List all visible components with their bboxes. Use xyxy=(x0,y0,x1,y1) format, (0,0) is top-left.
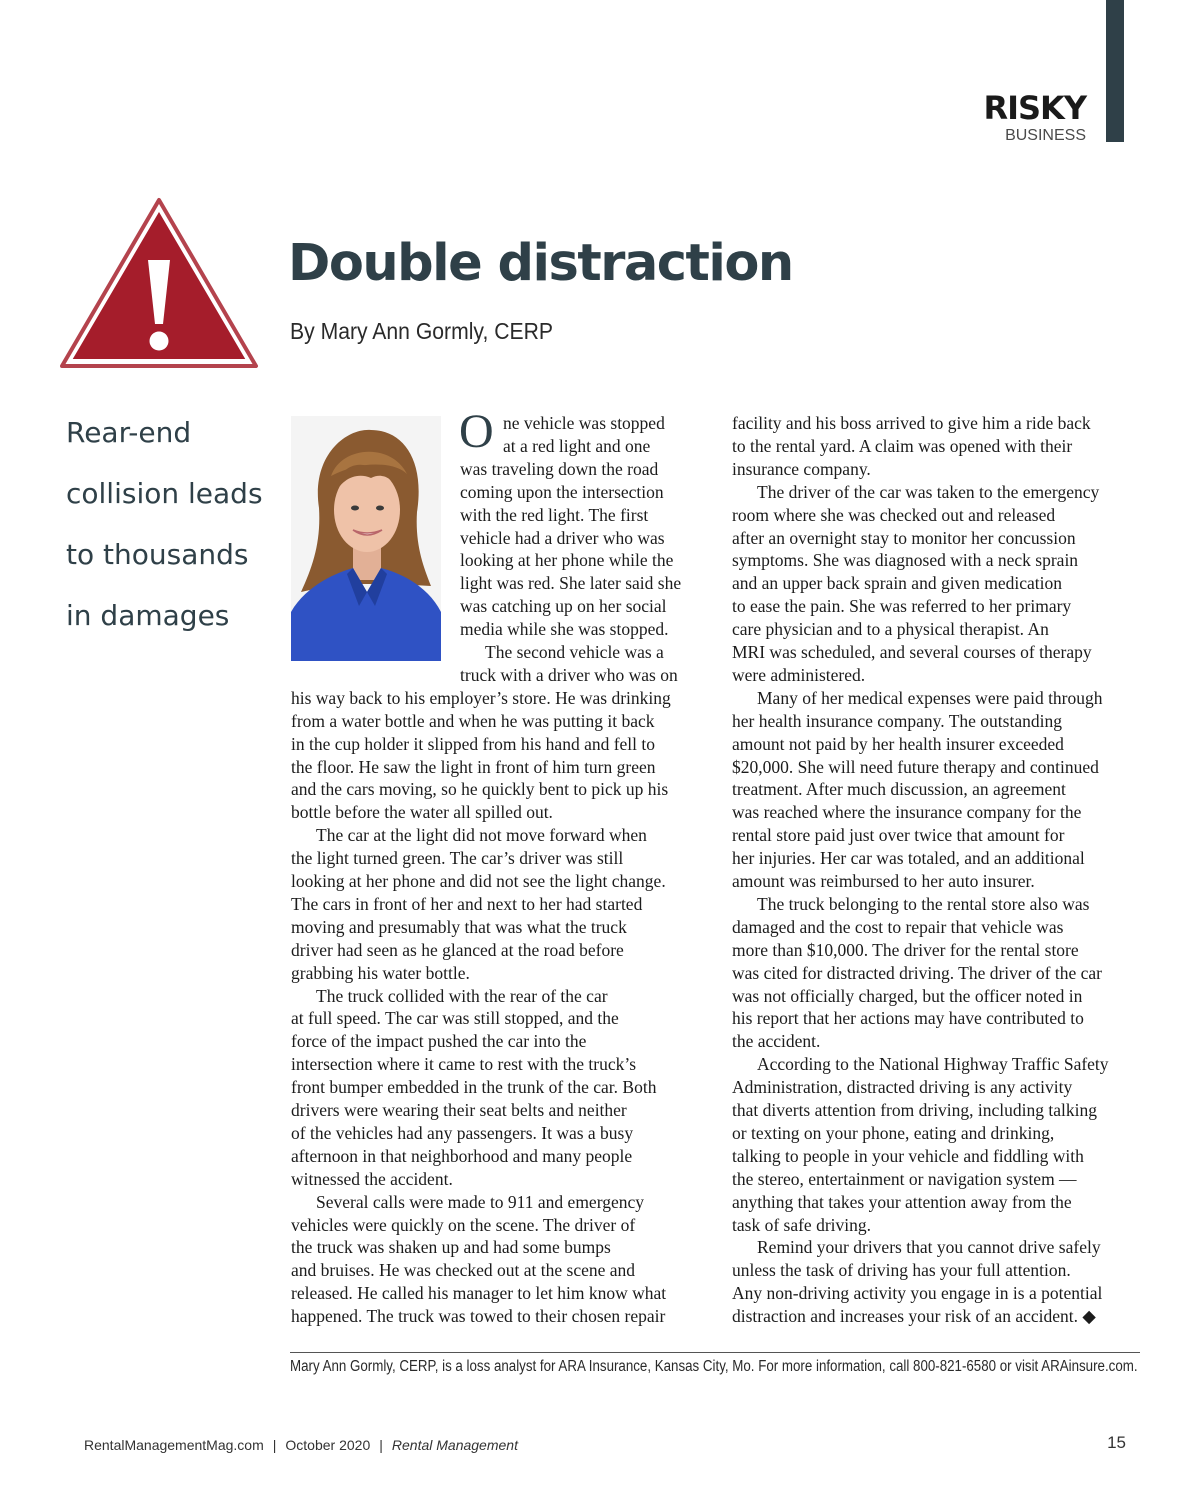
body-line: rental store paid just over twice that amount for xyxy=(732,825,1065,846)
body-line: vehicle had a driver who was xyxy=(460,527,665,548)
body-line: more than $10,000. The driver for the rental store xyxy=(732,939,1079,960)
footer-site: RentalManagementMag.com xyxy=(84,1437,264,1453)
section-subtitle: BUSINESS xyxy=(1005,127,1086,144)
body-line: the accident. xyxy=(732,1031,821,1052)
body-line: coming upon the intersection xyxy=(460,481,664,502)
body-line: force of the impact pushed the car into the xyxy=(291,1031,587,1052)
body-line: treatment. After much discussion, an agreement xyxy=(732,779,1066,800)
body-line: to ease the pain. She was referred to her primary xyxy=(732,596,1072,617)
pull-quote-line: in damages xyxy=(66,599,230,632)
body-line: unless the task of driving has your full attention. xyxy=(732,1260,1071,1281)
warning-triangle-icon xyxy=(58,196,260,372)
body-line: According to the National Highway Traffic Safety xyxy=(757,1054,1109,1075)
body-line: happened. The truck was towed to their chosen repair xyxy=(291,1306,666,1327)
footer-issue: October 2020 xyxy=(285,1437,371,1453)
body-line: Any non-driving activity you engage in is a potential xyxy=(732,1283,1103,1304)
body-line: amount was reimbursed to her auto insurer. xyxy=(732,871,1035,891)
body-line: Many of her medical expenses were paid through xyxy=(757,687,1103,708)
body-line: driver had seen as he glanced at the road before xyxy=(291,939,624,960)
body-line: or texting on your phone, eating and drinking, xyxy=(732,1122,1055,1143)
body-line: The driver of the car was taken to the emergency xyxy=(757,481,1100,502)
body-line: with the red light. The first xyxy=(460,504,649,525)
body-line: her health insurance company. The outstanding xyxy=(732,710,1062,731)
body-line: looking at her phone and did not see the light change. xyxy=(291,871,666,891)
body-line: damaged and the cost to repair that vehicle was xyxy=(732,916,1064,937)
author-photo xyxy=(291,416,441,661)
body-line: and bruises. He was checked out at the scene and xyxy=(291,1260,636,1281)
body-line: was not officially charged, but the officer noted in xyxy=(732,985,1083,1006)
body-line: the floor. He saw the light in front of him turn green xyxy=(291,756,656,777)
body-line: and the cars moving, so he quickly bent to pick up his xyxy=(291,779,669,800)
body-line: front bumper embedded in the trunk of the car. Both xyxy=(291,1077,657,1098)
body-line: the stereo, entertainment or navigation system — xyxy=(732,1168,1077,1189)
body-line: his report that her actions may have contributed to xyxy=(732,1008,1084,1029)
body-line: moving and presumably that was what the truck xyxy=(291,916,627,937)
body-line: of the vehicles had any passengers. It was a busy xyxy=(291,1122,634,1143)
bio-divider xyxy=(290,1352,1140,1353)
body-line: The car at the light did not move forward when xyxy=(316,825,647,846)
footer-magazine: Rental Management xyxy=(391,1437,518,1453)
body-line: media while she was stopped. xyxy=(460,619,669,640)
body-line: that diverts attention from driving, including talking xyxy=(732,1100,1098,1120)
body-line: was cited for distracted driving. The driver of the car xyxy=(732,962,1102,983)
body-line: looking at her phone while the xyxy=(460,550,674,571)
body-line: and an upper back sprain and given medication xyxy=(732,573,1062,594)
body-line: witnessed the accident. xyxy=(291,1168,453,1189)
body-line: Remind your drivers that you cannot drive safely xyxy=(757,1237,1101,1258)
body-line: from a water bottle and when he was putting it back xyxy=(291,710,655,731)
body-line: her injuries. Her car was totaled, and an additional xyxy=(732,848,1085,869)
body-line: afternoon in that neighborhood and many people xyxy=(291,1145,633,1166)
body-line: after an overnight stay to monitor her concussion xyxy=(732,527,1076,548)
author-bio: Mary Ann Gormly, CERP, is a loss analyst for ARA Insurance, Kansas City, Mo. For more information, call 800-821-6580 or visit ARAinsure.com. xyxy=(290,1358,1138,1375)
body-line: The truck collided with the rear of the car xyxy=(316,985,608,1006)
body-line: intersection where it came to rest with the truck’s xyxy=(291,1054,637,1075)
body-line: symptoms. She was diagnosed with a neck sprain xyxy=(732,550,1079,571)
body-line: the light turned green. The car’s driver was still xyxy=(291,848,624,869)
body-line: bottle before the water all spilled out. xyxy=(291,802,553,823)
body-line: light was red. She later said she xyxy=(460,573,682,594)
body-line: were administered. xyxy=(732,664,866,685)
pull-quote-line: Rear-end xyxy=(66,416,192,449)
body-line: in the cup holder it slipped from his hand and fell to xyxy=(291,733,656,754)
body-line: The second vehicle was a xyxy=(485,642,664,662)
body-line: amount not paid by her health insurer exceeded xyxy=(732,733,1064,754)
body-line: was traveling down the road xyxy=(460,458,659,479)
body-line: was catching up on her social xyxy=(460,596,667,617)
page-footer xyxy=(84,1437,518,1453)
body-line: facility and his boss arrived to give him a ride back xyxy=(732,413,1091,433)
body-line: room where she was checked out and released xyxy=(732,504,1056,525)
body-line: anything that takes your attention away from the xyxy=(732,1191,1072,1212)
section-accent-bar xyxy=(1106,0,1124,142)
body-line: released. He called his manager to let him know what xyxy=(291,1283,667,1304)
body-line: drivers were wearing their seat belts and neither xyxy=(291,1100,627,1120)
pull-quote xyxy=(66,402,276,646)
body-line: Administration, distracted driving is any activity xyxy=(732,1077,1073,1098)
body-line: Several calls were made to 911 and emergency xyxy=(316,1191,644,1212)
article-byline: By Mary Ann Gormly, CERP xyxy=(290,318,554,344)
body-line: MRI was scheduled, and several courses of therapy xyxy=(732,642,1092,662)
body-line: at a red light and one xyxy=(503,435,651,456)
article-headline: Double distraction xyxy=(288,234,793,293)
body-line: The cars in front of her and next to her had started xyxy=(291,893,643,914)
body-line: at full speed. The car was still stopped, and the xyxy=(291,1008,619,1029)
body-line: grabbing his water bottle. xyxy=(291,962,470,983)
pull-quote-line: to thousands xyxy=(66,538,249,571)
page-number: 15 xyxy=(1107,1433,1126,1452)
section-title: RISKY xyxy=(983,89,1086,127)
body-line: was reached where the insurance company for the xyxy=(732,802,1082,823)
body-line: ne vehicle was stopped xyxy=(503,413,665,433)
body-line: to the rental yard. A claim was opened with their xyxy=(732,435,1073,456)
body-line: talking to people in your vehicle and fiddling with xyxy=(732,1145,1084,1166)
body-line: vehicles were quickly on the scene. The driver of xyxy=(291,1214,636,1235)
body-line: insurance company. xyxy=(732,458,871,479)
body-line: truck with a driver who was on xyxy=(460,664,678,685)
body-line: care physician and to a physical therapist. An xyxy=(732,619,1049,640)
body-line: his way back to his employer’s store. He was drinking xyxy=(291,687,671,708)
footer-separator: | xyxy=(272,1437,277,1453)
footer-separator: | xyxy=(379,1437,383,1453)
body-line: task of safe driving. xyxy=(732,1214,871,1235)
body-line: the truck was shaken up and had some bumps xyxy=(291,1237,611,1258)
drop-cap: O xyxy=(459,405,494,458)
body-line: The truck belonging to the rental store also was xyxy=(757,893,1090,914)
pull-quote-line: collision leads xyxy=(66,477,263,510)
body-line: distraction and increases your risk of an accident. ◆ xyxy=(732,1306,1096,1327)
body-line: $20,000. She will need future therapy and continued xyxy=(732,756,1099,777)
